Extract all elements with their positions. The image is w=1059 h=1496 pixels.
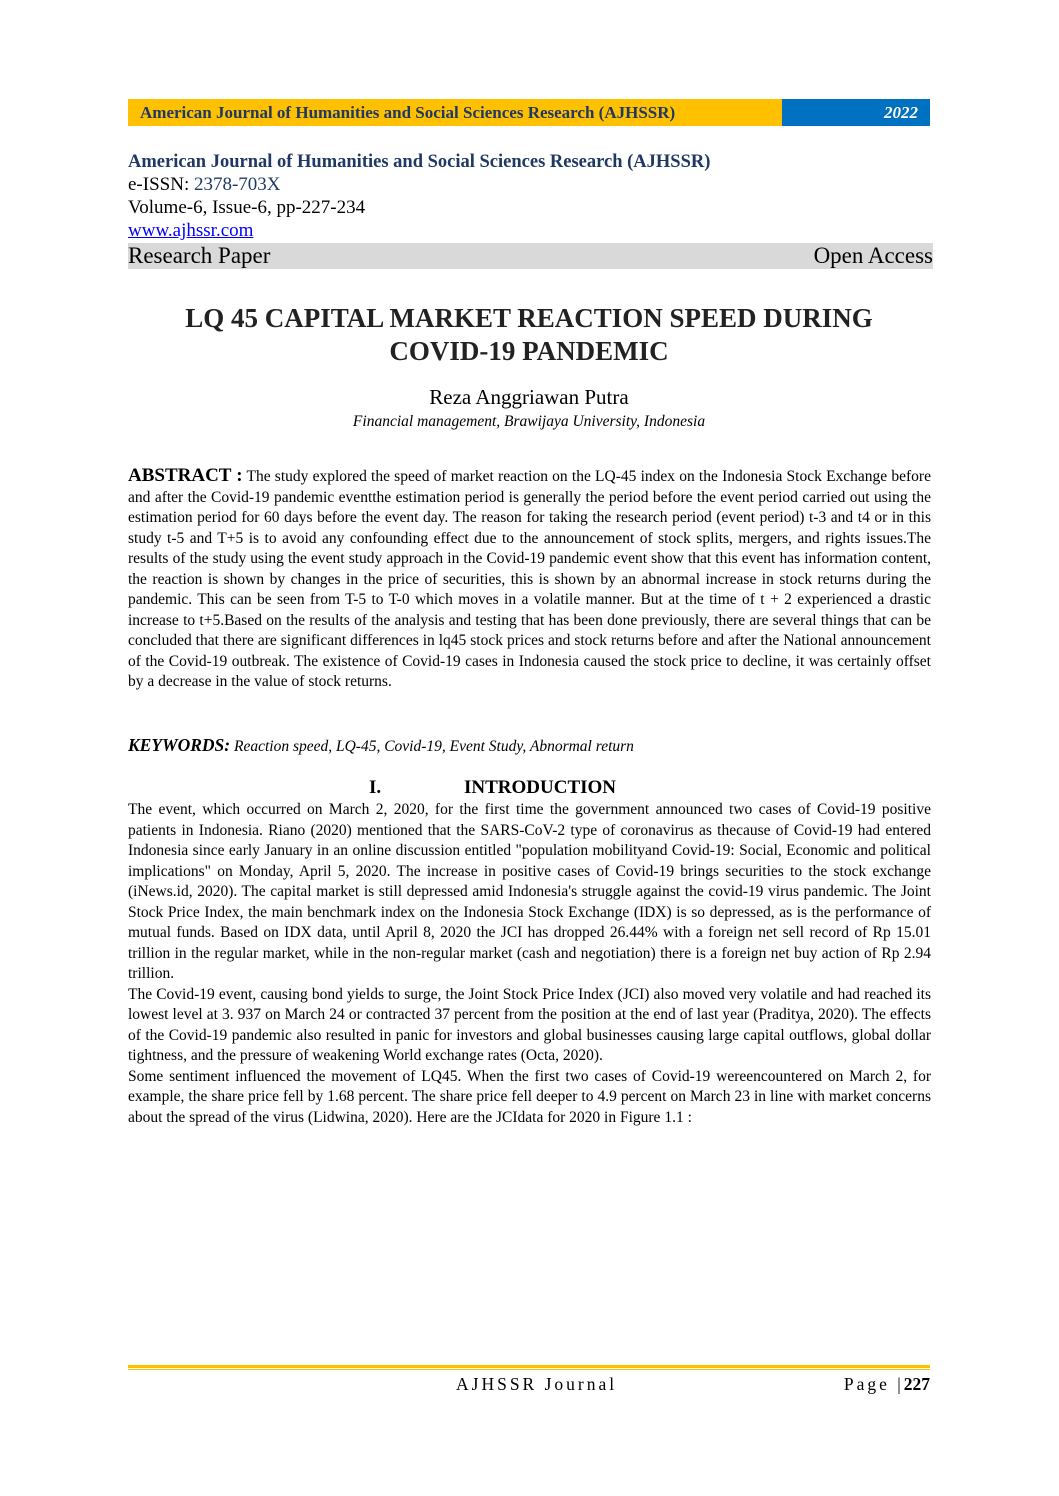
abstract-label: ABSTRACT : xyxy=(128,465,243,486)
journal-name: American Journal of Humanities and Social Sciences Research (AJHSSR) xyxy=(128,152,711,172)
banner-journal-name: American Journal of Humanities and Social Sciences Research (AJHSSR) xyxy=(128,99,782,126)
paper-type: Research Paper xyxy=(128,243,271,268)
open-access-label: Open Access xyxy=(813,243,933,268)
paper-type-bar xyxy=(128,243,933,269)
page-label: Page | xyxy=(843,1374,904,1394)
banner-year: 2022 xyxy=(782,99,930,126)
section-title: INTRODUCTION xyxy=(464,777,617,798)
title-line-1: LQ 45 CAPITAL MARKET REACTION SPEED DURING xyxy=(185,303,873,333)
abstract xyxy=(128,466,931,693)
paper-title xyxy=(128,302,930,368)
footer-divider-thin xyxy=(128,1369,930,1370)
author-name: Reza Anggriawan Putra xyxy=(429,385,629,409)
issn-line xyxy=(128,173,933,196)
footer-divider xyxy=(128,1365,930,1368)
keywords-text: Reaction speed, LQ-45, Covid-19, Event Study, Abnormal return xyxy=(233,738,634,755)
keywords-label: KEYWORDS: xyxy=(128,735,231,755)
paragraph: The Covid-19 event, causing bond yields to surge, the Joint Stock Price Index (JCI) also moved very volatile and had reached its lowest level at 3. 937 on March 24 or contracted 37 percent from the position at the end of last year (Praditya, 2020). The effects of the Covid-19 pandemic also resulted in panic for investors and global businesses causing large capital outflows, global dollar tightness, and the pressure of weakening World exchange rates (Octa, 2020). xyxy=(128,985,931,1064)
footer-page xyxy=(844,1374,930,1395)
paragraph: Some sentiment influenced the movement of LQ45. When the first two cases of Covid-19 wereencountered on March 2, for example, the share price fell by 1.68 percent. The share price fell deeper to 4.9 percent on March 23 in line with market concerns about the spread of the virus (Lidwina, 2020). Here are the JCIdata for 2020 in Figure 1.1 : xyxy=(128,1067,931,1126)
page-footer xyxy=(128,1374,930,1398)
issn-label: e-ISSN: xyxy=(128,174,194,195)
journal-info xyxy=(128,151,933,269)
footer-journal: AJHSSR Journal xyxy=(456,1374,618,1394)
issn-value: 2378-703X xyxy=(193,174,281,195)
volume-line: Volume-6, Issue-6, pp-227-234 xyxy=(128,197,366,218)
introduction-body xyxy=(128,800,931,1128)
website-link[interactable]: www.ajhssr.com xyxy=(128,220,254,241)
paragraph: The event, which occurred on March 2, 2020, for the first time the government announced two cases of Covid-19 positive patients in Indonesia. Riano (2020) mentioned that the SARS-CoV-2 type of coronavirus as thecause of Covid-19 had entered Indonesia since early January in an online discussion entitled "population mobilityand Covid-19: Social, Economic and political implications" on Monday, April 5, 2020. The increase in positive cases of Covid-19 brings securities to the stock exchange (iNews.id, 2020). The capital market is still depressed amid Indonesia's struggle against the covid-19 virus pandemic. The Joint Stock Price Index, the main benchmark index on the Indonesia Stock Exchange (IDX) is so depressed, as is the performance of mutual funds. Based on IDX data, until April 8, 2020 the JCI has dropped 26.44% with a foreign net sell record of Rp 15.01 trillion in the regular market, while in the non-regular market (cash and negotiation) there is a foreign net buy action of Rp 2.94 trillion. xyxy=(128,801,931,982)
journal-banner xyxy=(128,99,930,126)
section-number: I. xyxy=(369,777,382,798)
title-line-2: COVID-19 PANDEMIC xyxy=(389,336,669,366)
keywords xyxy=(128,735,931,756)
page-number: 227 xyxy=(903,1374,930,1394)
abstract-text: The study explored the speed of market reaction on the LQ-45 index on the Indonesia Stock Exchange before and after the Covid-19 pandemic eventthe estimation period is generally the period before the event period carried out using the estimation period for 60 days before the event day. The reason for taking the research period (event period) t-3 and t4 or in this study t-5 and T+5 is to avoid any confounding effect due to the announcement of stock splits, mergers, and rights issues.The results of the study using the event study approach in the Covid-19 pandemic event show that this event has information content, the reaction is shown by changes in the price of securities, this is shown by an abnormal increase in stock returns during the pandemic. This can be seen from T-5 to T-0 which moves in a volatile manner. But at the time of t + 2 experienced a drastic increase to t+5.Based on the results of the analysis and testing that has been done previously, there are several things that can be concluded that there are significant differences in lq45 stock prices and stock returns before and after the National announcement of the Covid-19 outbreak. The existence of Covid-19 cases in Indonesia caused the stock price to decline, it was certainly offset by a decrease in the value of stock returns. xyxy=(128,468,931,690)
author-affiliation: Financial management, Brawijaya University, Indonesia xyxy=(352,413,706,430)
section-heading xyxy=(128,777,931,799)
